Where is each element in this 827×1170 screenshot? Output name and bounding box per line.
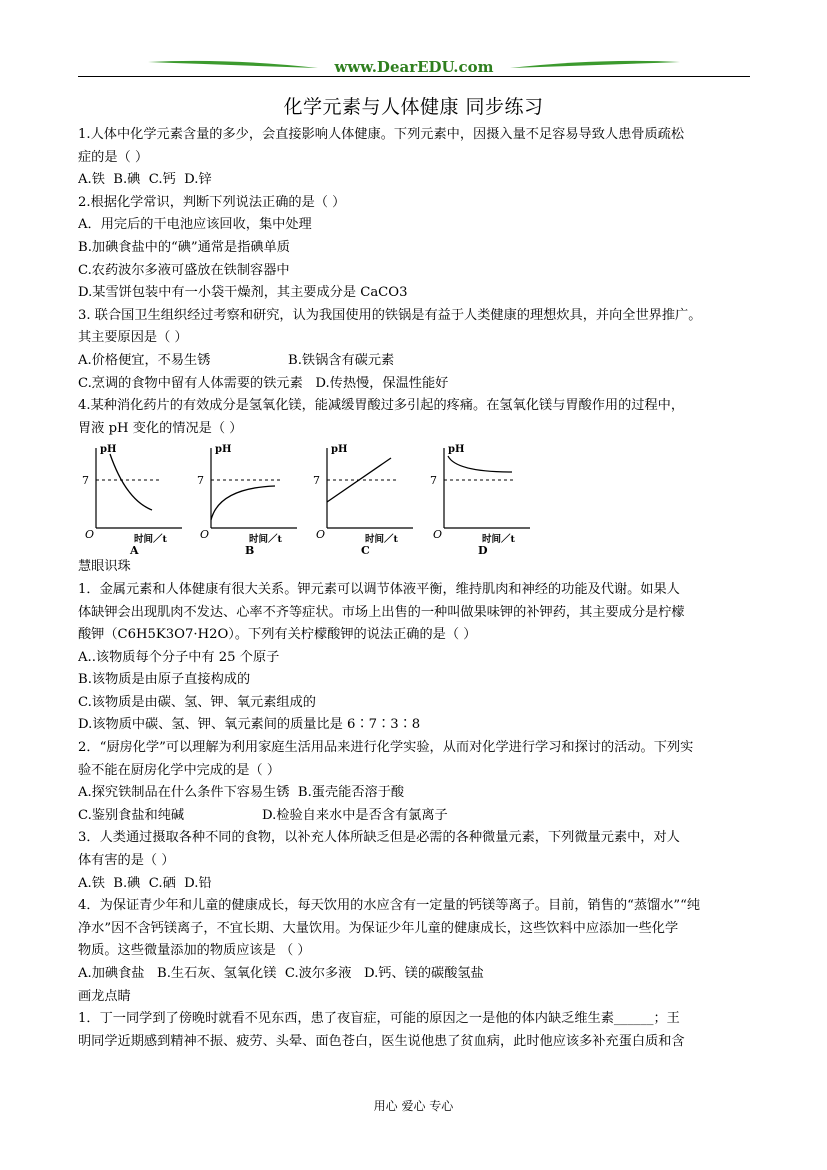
s2-q3-option-b: B.碘 — [113, 875, 141, 891]
header-swoosh-right — [510, 61, 680, 68]
s3-q1-line1: 1．丁一同学到了傍晚时就看不见东西，患了夜盲症，可能的原因之一是他的体内缺乏维生素______；王 — [78, 1011, 680, 1027]
s2-q3-options — [78, 873, 754, 896]
graph-a — [82, 444, 182, 556]
q2-option-a: A．用完后的干电池应该回收，集中处理 — [78, 217, 312, 233]
document-body — [78, 124, 754, 1053]
s2-q2-options-row1 — [78, 782, 754, 805]
s2-q2-option-c: C.鉴别食盐和纯碱 — [78, 807, 185, 823]
s2-q1-option-c: C.该物质是由碳、氢、钾、氧元素组成的 — [78, 694, 316, 710]
graph-b — [197, 444, 297, 556]
page-footer: 用心 爱心 专心 — [373, 1099, 454, 1113]
s2-q4-option-b: B.生石灰、氢氧化镁 — [157, 966, 277, 981]
graph-a-y-tick: 7 — [82, 474, 89, 488]
q3-stem-line1: 3. 联合国卫生组织经过考察和研究，认为我国使用的铁锅是有益于人类健康的理想炊具，并向全世界推广。 — [78, 307, 702, 323]
header-site-text: www.DearEDU.com — [334, 58, 494, 76]
q3-option-a: A.价格便宜，不易生锈 — [78, 352, 211, 368]
q2-option-d: D.某雪饼包装中有一小袋干燥剂，其主要成分是 CaCO3 — [78, 285, 408, 301]
s2-q1-option-d: D.该物质中碳、氢、钾、氧元素间的质量比是 6∶7∶3∶8 — [78, 717, 421, 733]
s2-q1-line3: 酸钾（C6H5K3O7·H2O）。下列有关柠檬酸钾的说法正确的是（ ） — [78, 627, 477, 643]
q3-option-d: D.传热慢，保温性能好 — [315, 375, 449, 391]
s2-q3-line2: 体有害的是（ ） — [78, 853, 175, 869]
graph-c-origin: O — [316, 528, 326, 542]
s2-q2-line1: 2．“厨房化学”可以理解为利用家庭生活用品来进行化学实验，从而对化学进行学习和探讨的活动。下列实 — [78, 740, 694, 756]
s2-q1-option-a: A..该物质每个分子中有 25 个原子 — [78, 649, 280, 665]
s2-q2-line2: 验不能在厨房化学中完成的是（ ） — [78, 762, 281, 778]
ph-graphs-svg — [78, 440, 754, 556]
q1-option-a: A.铁 — [78, 172, 105, 188]
s2-q2-option-d: D.检验自来水中是否含有氯离子 — [262, 807, 448, 823]
s2-q4-option-c: C.波尔多液 — [284, 966, 352, 981]
s2-q2-options-row2 — [78, 805, 754, 828]
graph-a-panel-label: A — [130, 544, 139, 557]
q2-option-b: B.加碘食盐中的“碘”通常是指碘单质 — [78, 239, 290, 255]
q1-option-b: B.碘 — [113, 172, 141, 188]
graph-a-y-label: pH — [100, 444, 117, 456]
graph-c-x-label: 时间／t — [365, 534, 398, 546]
ph-graphs — [78, 440, 754, 556]
s2-q4-line1: 4．为保证青少年和儿童的健康成长，每天饮用的水应含有一定量的钙镁等离子。目前，销售的“蒸馏水”“纯 — [78, 898, 701, 914]
graph-c-panel-label: C — [361, 544, 370, 557]
s2-q1-line2: 体缺钾会出现肌肉不发达、心率不齐等症状。市场上出售的一种叫做果味钾的补钾药，其主要成分是柠檬 — [78, 604, 685, 620]
graph-c-y-label: pH — [331, 444, 348, 456]
graph-b-curve — [211, 486, 275, 520]
graph-a-origin: O — [85, 528, 95, 542]
q4-stem-line1: 4.某种消化药片的有效成分是氢氧化镁，能减缓胃酸过多引起的疼痛。在氢氧化镁与胃酸作用的过程中， — [78, 398, 685, 414]
s2-q1-option-b: B.该物质是由原子直接构成的 — [78, 672, 251, 688]
s2-q4-option-a: A.加碘食盐 — [78, 966, 145, 981]
graph-a-x-label: 时间／t — [134, 534, 167, 546]
s2-q2-option-a: A.探究铁制品在什么条件下容易生锈 — [78, 785, 290, 801]
header-swoosh-left — [148, 61, 318, 68]
q2-stem: 2.根据化学常识，判断下列说法正确的是（ ） — [78, 194, 346, 210]
section3-heading: 画龙点睛 — [78, 988, 131, 1004]
site-header-banner — [78, 56, 750, 78]
graph-d-x-label: 时间／t — [482, 534, 515, 546]
graph-d-y-label: pH — [448, 444, 465, 456]
q3-option-b: B.铁锅含有碳元素 — [288, 352, 395, 368]
graph-d-curve — [448, 456, 512, 472]
q4-stem-line2: 胃液 pH 变化的情况是（ ） — [78, 420, 243, 436]
s3-q1-line2: 明同学近期感到精神不振、疲劳、头晕、面色苍白，医生说他患了贫血病，此时他应该多补充蛋白质和含 — [78, 1033, 685, 1049]
graph-b-origin: O — [200, 528, 210, 542]
s2-q3-option-a: A.铁 — [78, 875, 105, 891]
s2-q4-line3: 物质。这些微量添加的物质应该是 （ ） — [78, 943, 311, 959]
s2-q3-line1: 3．人类通过摄取各种不同的食物，以补充人体所缺乏但是必需的各种微量元素，下列微量元素中，对人 — [78, 830, 680, 846]
graph-b-y-tick: 7 — [197, 474, 204, 488]
s2-q3-option-c: C.硒 — [148, 875, 176, 891]
s2-q4-options — [78, 963, 754, 986]
graph-d — [430, 444, 530, 556]
graph-d-y-tick: 7 — [430, 474, 437, 488]
graph-c — [313, 444, 413, 556]
section2-heading: 慧眼识珠 — [78, 559, 131, 575]
graph-d-origin: O — [433, 528, 443, 542]
q1-stem-line1: 1.人体中化学元素含量的多少，会直接影响人体健康。下列元素中，因摄入量不足容易导致人患骨质疏松 — [78, 127, 685, 142]
graph-c-y-tick: 7 — [313, 474, 320, 488]
q1-option-c: C.钙 — [148, 172, 176, 188]
page-title: 化学元素与人体健康 同步练习 — [283, 96, 544, 118]
q3-stem-line2: 其主要原因是（ ） — [78, 330, 188, 346]
graph-d-panel-label: D — [478, 544, 488, 557]
s2-q1-line1: 1．金属元素和人体健康有很大关系。钾元素可以调节体液平衡，维持肌肉和神经的功能及代谢。如果人 — [78, 581, 680, 597]
q3-option-c: C.烹调的食物中留有人体需要的铁元素 — [78, 375, 303, 391]
s2-q3-option-d: D.铅 — [184, 875, 212, 891]
s2-q4-option-d: D.钙、镁的碳酸氢盐 — [363, 966, 484, 981]
graph-b-panel-label: B — [245, 544, 255, 557]
q1-stem-line2: 症的是（ ） — [78, 149, 149, 165]
q2-option-c: C.农药波尔多液可盛放在铁制容器中 — [78, 262, 290, 278]
s2-q4-line2: 净水”因不含钙镁离子，不宜长期、大量饮用。为保证少年儿童的健康成长，这些饮料中应添加一些化学 — [78, 920, 679, 936]
q3-options-row1 — [78, 350, 754, 373]
q3-options-row2 — [78, 373, 754, 396]
graph-a-curve — [110, 454, 152, 510]
q1-option-d: D.锌 — [184, 172, 212, 188]
header-rule — [78, 76, 750, 77]
s2-q2-option-b: B.蛋壳能否溶于酸 — [297, 785, 405, 801]
q1-options — [78, 169, 754, 192]
graph-b-x-label: 时间／t — [249, 534, 282, 546]
graph-b-y-label: pH — [215, 444, 232, 456]
